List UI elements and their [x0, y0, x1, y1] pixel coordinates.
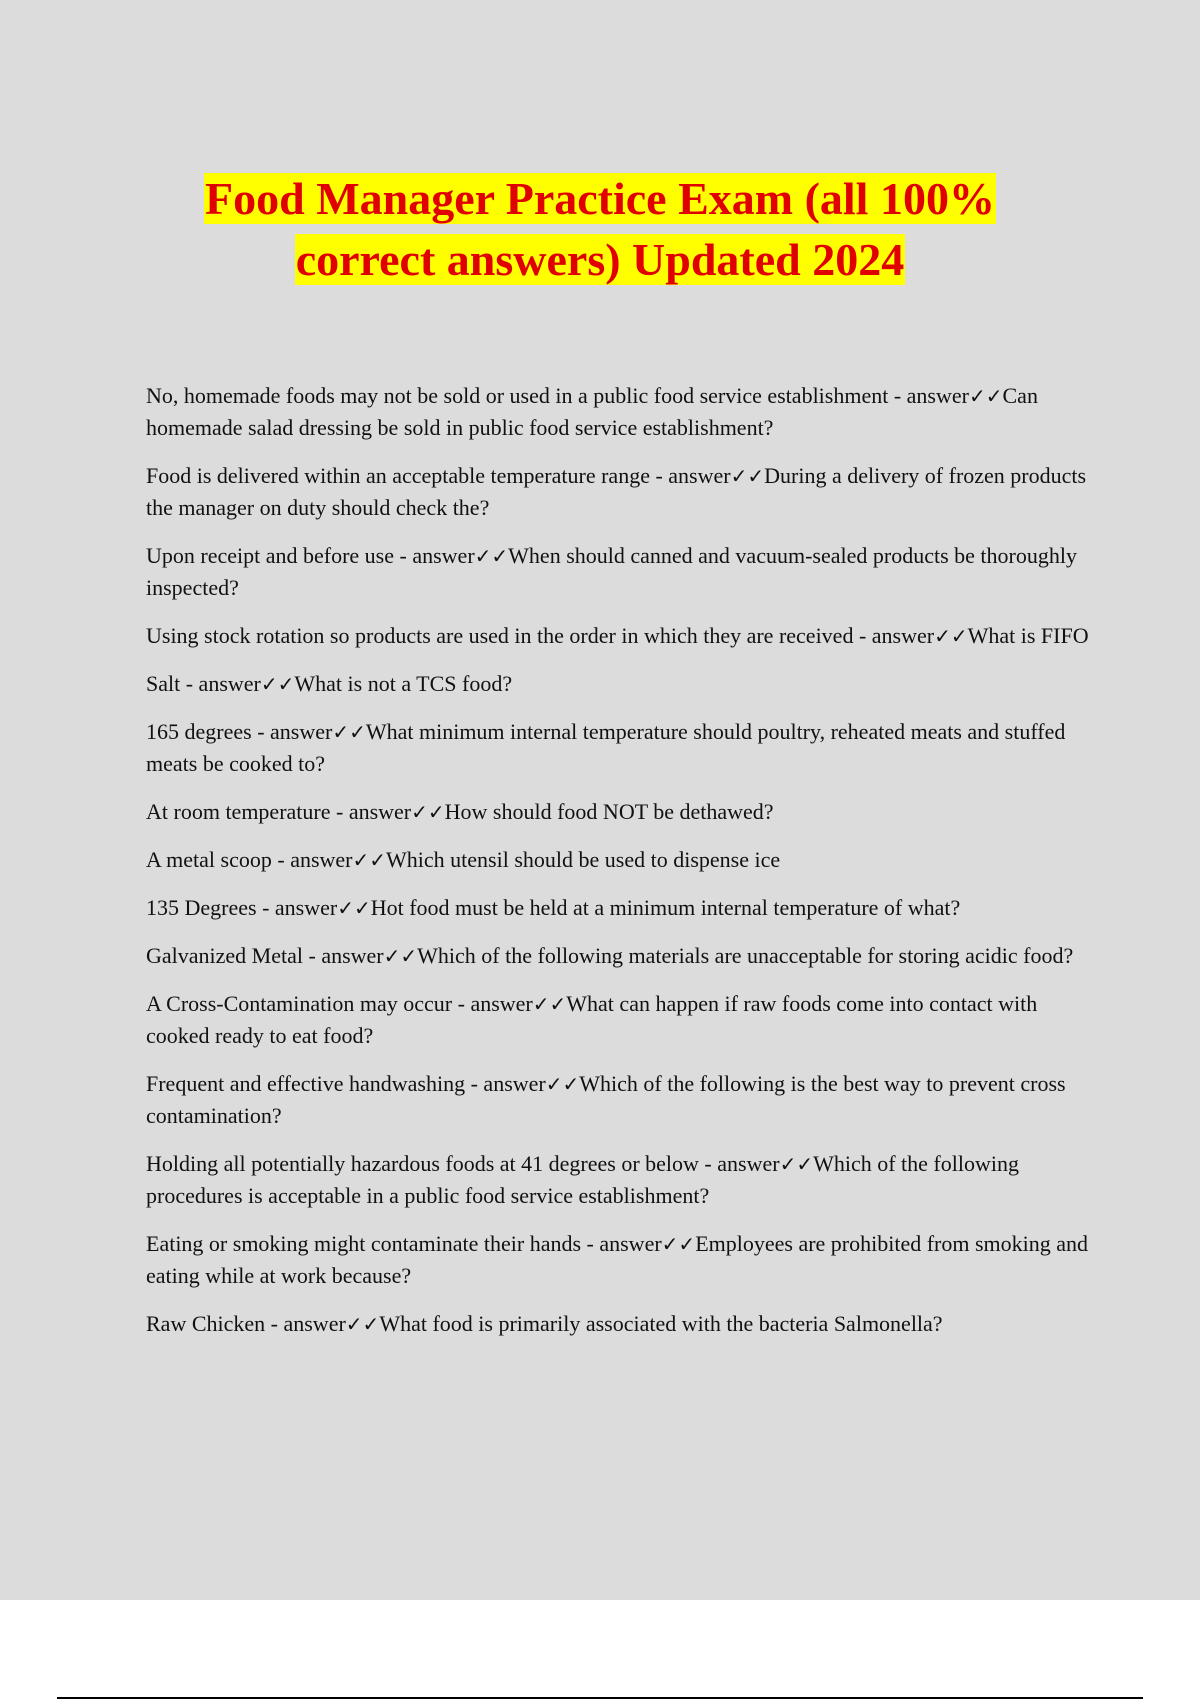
document-title — [0, 168, 1200, 290]
qa-question: What is not a TCS food? — [294, 671, 513, 696]
qa-question: Which of the following procedures is acceptable in a public food service establishment? — [146, 1151, 1019, 1208]
qa-answer: Food is delivered within an acceptable temperature range — [146, 463, 650, 488]
qa-separator: - answer — [465, 1071, 546, 1096]
qa-item — [146, 620, 1096, 652]
qa-separator: - answer — [698, 1151, 780, 1176]
qa-answer: Frequent and effective handwashing — [146, 1071, 466, 1096]
qa-item — [146, 380, 1096, 444]
qa-answer: Using stock rotation so products are used in the order in which they are received — [146, 623, 854, 648]
qa-question: How should food NOT be dethawed? — [444, 799, 774, 824]
qa-item — [146, 668, 1096, 700]
qa-separator: - answer — [649, 463, 731, 488]
double-check-icon: ✓✓ — [352, 848, 387, 872]
qa-separator: - answer — [265, 1311, 346, 1336]
qa-separator: - answer — [853, 623, 935, 648]
qa-answer: Upon receipt and before use — [146, 543, 395, 568]
double-check-icon: ✓✓ — [383, 944, 418, 968]
qa-item — [146, 1068, 1096, 1132]
qa-answer: Galvanized Metal — [146, 943, 303, 968]
qa-answer: Eating or smoking might contaminate their hands — [146, 1231, 582, 1256]
double-check-icon: ✓✓ — [661, 1232, 696, 1256]
footer-divider — [57, 1697, 1143, 1699]
double-check-icon: ✓✓ — [411, 800, 445, 824]
title-line-1: Food Manager Practice Exam (all 100% — [205, 173, 995, 224]
qa-question: What can happen if raw foods come into contact with cooked ready to eat food? — [146, 991, 1038, 1048]
qa-list — [146, 380, 1096, 1356]
qa-item — [146, 844, 1096, 876]
title-line-2: correct answers) Updated 2024 — [295, 234, 905, 285]
qa-item — [146, 892, 1096, 924]
qa-separator: - answer — [256, 895, 338, 920]
double-check-icon: ✓✓ — [934, 624, 968, 648]
double-check-icon: ✓✓ — [337, 896, 371, 920]
qa-answer: Holding all potentially hazardous foods at 41 degrees or below — [146, 1151, 699, 1176]
qa-separator: - answer — [303, 943, 384, 968]
qa-answer: 135 Degrees — [146, 895, 257, 920]
double-check-icon: ✓✓ — [779, 1152, 814, 1176]
qa-separator: - answer — [271, 847, 353, 872]
double-check-icon: ✓✓ — [332, 720, 366, 744]
qa-question: Hot food must be held at a minimum internal temperature of what? — [370, 895, 961, 920]
qa-question: Which of the following materials are unacceptable for storing acidic food? — [417, 943, 1074, 968]
double-check-icon: ✓✓ — [532, 992, 567, 1016]
qa-separator: - answer — [452, 991, 533, 1016]
double-check-icon: ✓✓ — [730, 464, 765, 488]
qa-question: What is FIFO — [967, 623, 1089, 648]
double-check-icon: ✓✓ — [545, 1072, 580, 1096]
qa-item — [146, 940, 1096, 972]
qa-item — [146, 716, 1096, 780]
qa-separator: - answer — [394, 543, 475, 568]
qa-answer: Salt — [146, 671, 181, 696]
qa-question: Which of the following is the best way to prevent cross contamination? — [146, 1071, 1066, 1128]
double-check-icon: ✓✓ — [260, 672, 295, 696]
qa-answer: A Cross-Contamination may occur — [146, 991, 453, 1016]
qa-separator: - answer — [180, 671, 261, 696]
qa-answer: 165 degrees — [146, 719, 252, 744]
qa-item — [146, 988, 1096, 1052]
qa-answer: Raw Chicken — [146, 1311, 266, 1336]
qa-item — [146, 540, 1096, 604]
qa-item — [146, 460, 1096, 524]
qa-separator: - answer — [330, 799, 412, 824]
double-check-icon: ✓✓ — [474, 544, 509, 568]
qa-item — [146, 1228, 1096, 1292]
qa-separator: - answer — [251, 719, 333, 744]
qa-answer: A metal scoop — [146, 847, 272, 872]
qa-question: What food is primarily associated with the bacteria Salmonella? — [379, 1311, 943, 1336]
double-check-icon: ✓✓ — [345, 1312, 380, 1336]
qa-question: When should canned and vacuum-sealed products be thoroughly inspected? — [146, 543, 1077, 600]
qa-question: What minimum internal temperature should poultry, reheated meats and stuffed meats be cooked to? — [146, 719, 1066, 776]
qa-item — [146, 1148, 1096, 1212]
double-check-icon: ✓✓ — [968, 384, 1003, 408]
qa-question: Can homemade salad dressing be sold in public food service establishment? — [146, 383, 1038, 440]
qa-separator: - answer — [888, 383, 969, 408]
qa-question: Which utensil should be used to dispense ice — [386, 847, 781, 872]
qa-question: Employees are prohibited from smoking and eating while at work because? — [146, 1231, 1089, 1288]
qa-separator: - answer — [581, 1231, 662, 1256]
qa-answer: No, homemade foods may not be sold or used in a public food service establishment — [146, 383, 889, 408]
qa-item — [146, 796, 1096, 828]
qa-item — [146, 1308, 1096, 1340]
qa-question: During a delivery of frozen products the manager on duty should check the? — [146, 463, 1087, 520]
qa-answer: At room temperature — [146, 799, 331, 824]
